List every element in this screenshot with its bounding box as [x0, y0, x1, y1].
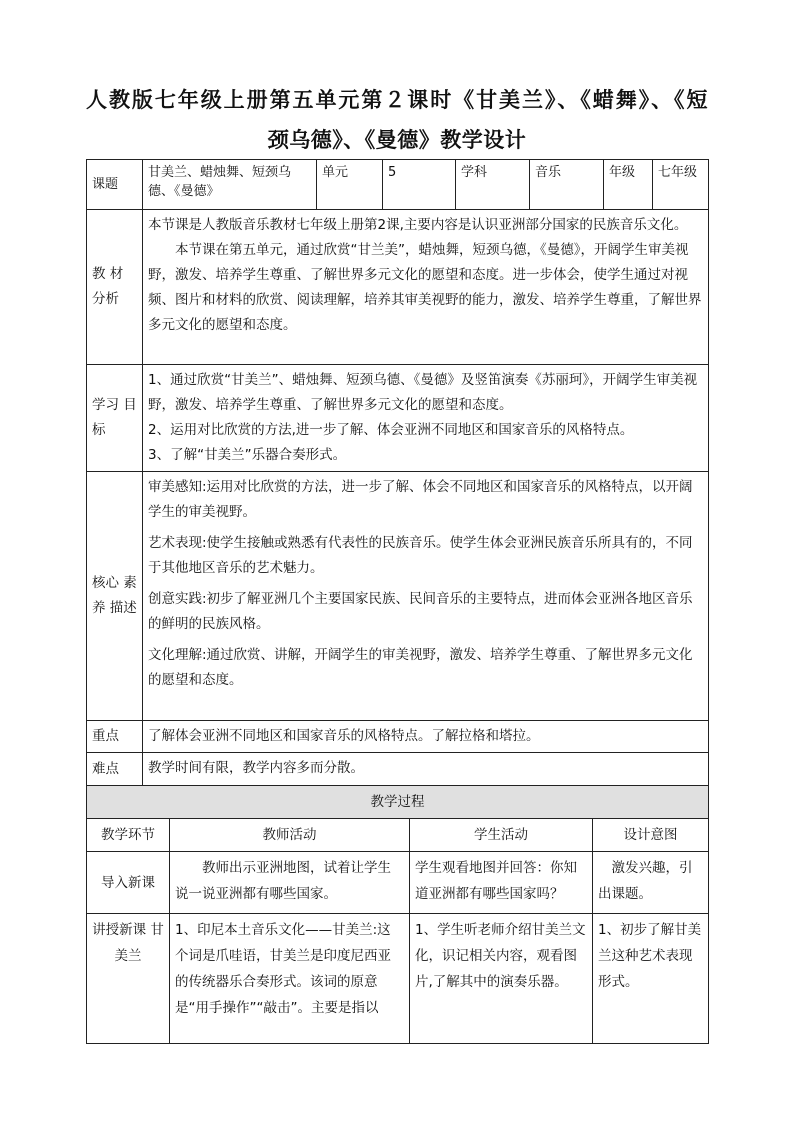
grade-value: 七年级 — [653, 160, 709, 210]
col-intent: 设计意图 — [593, 819, 709, 852]
goal-1: 1、通过欣赏“甘美兰”、蜡烛舞、短颈乌德、《曼德》及竖笛演奏《苏丽珂》，开阔学生审美视野，激发、培养学生尊重、了解世界多元文化的愿望和态度。 — [148, 372, 698, 413]
lesson-info-table — [86, 159, 709, 787]
material-label: 教 材 分析 — [87, 210, 143, 365]
goals-row — [87, 365, 709, 472]
teacher-cell: 教师出示亚洲地图，试着让学生说一说亚洲都有哪些国家。 — [170, 852, 410, 914]
key-point-row — [87, 721, 709, 753]
table-row — [87, 914, 709, 1044]
unit-label: 单元 — [317, 160, 383, 210]
goals-content — [143, 365, 709, 472]
discipline-value: 音乐 — [530, 160, 604, 210]
info-row — [87, 160, 709, 210]
document-title — [86, 80, 708, 160]
literacy-content — [143, 472, 709, 721]
goal-3: 3、了解“甘美兰”乐器合奏形式。 — [148, 447, 347, 463]
literacy-practice: 创意实践:初步了解亚洲几个主要国家民族、民间音乐的主要特点，进而体会亚洲各地区音乐的鲜明的民族风格。 — [148, 591, 693, 632]
literacy-label: 核心 素养 描述 — [87, 472, 143, 721]
key-point-value: 了解体会亚洲不同地区和国家音乐的风格特点。了解拉格和塔拉。 — [143, 721, 709, 753]
literacy-performance: 艺术表现:使学生接触或熟悉有代表性的民族音乐。使学生体会亚洲民族音乐所具有的，不同于其他地区音乐的艺术魅力。 — [148, 535, 693, 576]
material-paragraph-1: 本节课是人教版音乐教材七年级上册第2课,主要内容是认识亚洲部分国家的民族音乐文化。 — [148, 217, 688, 233]
teaching-process-table — [86, 785, 709, 1044]
col-teacher: 教师活动 — [170, 819, 410, 852]
process-header: 教学过程 — [87, 786, 709, 819]
teacher-cell: 1、印尼本土音乐文化——甘美兰:这个词是爪哇语，甘美兰是印度尼西亚的传统器乐合奏形式。该词的原意是“用手操作”“敲击”。主要是指以 — [170, 914, 410, 1044]
unit-value: 5 — [383, 160, 456, 210]
goals-label: 学习 目标 — [87, 365, 143, 472]
literacy-aesthetic: 审美感知:运用对比欣赏的方法，进一步了解、体会不同地区和国家音乐的风格特点，以开阔学生的审美视野。 — [148, 479, 693, 520]
student-cell: 学生观看地图并回答：你知道亚洲都有哪些国家吗？ — [410, 852, 593, 914]
col-student: 学生活动 — [410, 819, 593, 852]
literacy-row — [87, 472, 709, 721]
col-stage: 教学环节 — [87, 819, 170, 852]
literacy-culture: 文化理解:通过欣赏、讲解，开阔学生的审美视野，激发、培养学生尊重、了解世界多元文化的愿望和态度。 — [148, 647, 693, 688]
grade-label: 年级 — [604, 160, 653, 210]
process-column-headers — [87, 819, 709, 852]
subject-label: 课题 — [87, 160, 143, 210]
difficulty-row — [87, 753, 709, 787]
intent-cell: 1、初步了解甘美兰这种艺术表现形式。 — [593, 914, 709, 1044]
difficulty-label: 难点 — [87, 753, 143, 787]
student-cell: 1、学生听老师介绍甘美兰文化，识记相关内容，观看图片,了解其中的演奏乐器。 — [410, 914, 593, 1044]
title-line-1: 人教版七年级上册第五单元第２课时《甘美兰》、《蜡舞》、《短 — [86, 87, 708, 112]
stage-cell: 导入新课 — [87, 852, 170, 914]
stage-cell: 讲授新课 甘美兰 — [87, 914, 170, 1044]
subject-value: 甘美兰、蜡烛舞、短颈乌德、《曼德》 — [143, 160, 317, 210]
material-paragraph-2: 本节课在第五单元，通过欣赏“甘兰美”，蜡烛舞，短颈乌德，《曼德》，开阔学生审美视野，激发、培养学生尊重、了解世界多元文化的愿望和态度。进一步体会，使学生通过对视频、图片和材料的欣赏、阅读理解，培养其审美视野的能力，激发、培养学生尊重，了解世界多元文化的愿望和态度。 — [148, 242, 702, 333]
material-content — [143, 210, 709, 365]
goal-2: 2、运用对比欣赏的方法,进一步了解、体会亚洲不同地区和国家音乐的风格特点。 — [148, 422, 634, 438]
table-row — [87, 852, 709, 914]
difficulty-value: 教学时间有限，教学内容多而分散。 — [143, 753, 709, 787]
title-line-2: 颈乌德》、《曼德》教学设计 — [267, 127, 527, 152]
key-point-label: 重点 — [87, 721, 143, 753]
discipline-label: 学科 — [456, 160, 530, 210]
material-row — [87, 210, 709, 365]
intent-cell: 激发兴趣，引出课题。 — [593, 852, 709, 914]
